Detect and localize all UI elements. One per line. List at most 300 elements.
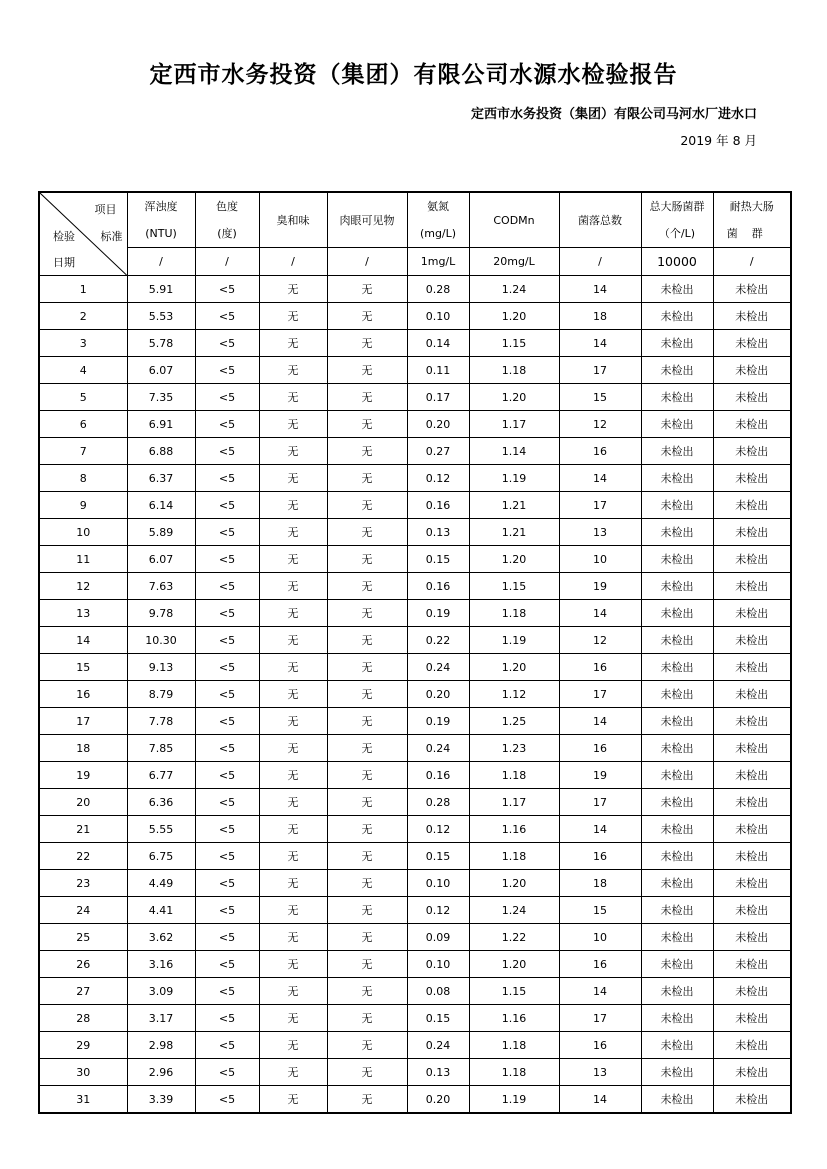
cell-colony-count: 13 [559, 519, 641, 546]
cell-odor: 无 [259, 708, 327, 735]
cell-visible-matter: 无 [327, 465, 407, 492]
cell-thermotolerant-coliform: 未检出 [713, 330, 791, 357]
cell-total-coliform: 未检出 [641, 276, 713, 303]
cell-ammonia: 0.19 [407, 600, 469, 627]
cell-turbidity: 9.13 [127, 654, 195, 681]
cell-day: 8 [39, 465, 127, 492]
cell-thermotolerant-coliform: 未检出 [713, 384, 791, 411]
cell-day: 17 [39, 708, 127, 735]
table-row [39, 735, 791, 762]
cell-odor: 无 [259, 465, 327, 492]
cell-ammonia: 0.17 [407, 384, 469, 411]
cell-odor: 无 [259, 789, 327, 816]
cell-codmn: 1.15 [469, 573, 559, 600]
cell-turbidity: 6.14 [127, 492, 195, 519]
cell-odor: 无 [259, 735, 327, 762]
header-odor: 臭和味 [259, 192, 327, 248]
cell-odor: 无 [259, 492, 327, 519]
cell-ammonia: 0.22 [407, 627, 469, 654]
cell-color: <5 [195, 411, 259, 438]
corner-inspect-label: 检验 [53, 230, 75, 243]
table-row [39, 546, 791, 573]
cell-ammonia: 0.12 [407, 816, 469, 843]
cell-visible-matter: 无 [327, 411, 407, 438]
cell-codmn: 1.19 [469, 627, 559, 654]
inspection-table [38, 191, 792, 1114]
table-row [39, 762, 791, 789]
cell-color: <5 [195, 762, 259, 789]
cell-thermotolerant-coliform: 未检出 [713, 627, 791, 654]
cell-color: <5 [195, 303, 259, 330]
cell-total-coliform: 未检出 [641, 384, 713, 411]
cell-day: 29 [39, 1032, 127, 1059]
cell-turbidity: 6.07 [127, 357, 195, 384]
cell-codmn: 1.18 [469, 1032, 559, 1059]
cell-ammonia: 0.15 [407, 843, 469, 870]
table-row [39, 816, 791, 843]
cell-turbidity: 6.37 [127, 465, 195, 492]
cell-ammonia: 0.10 [407, 870, 469, 897]
cell-turbidity: 2.98 [127, 1032, 195, 1059]
cell-thermotolerant-coliform: 未检出 [713, 276, 791, 303]
cell-turbidity: 3.09 [127, 978, 195, 1005]
cell-turbidity: 3.16 [127, 951, 195, 978]
cell-color: <5 [195, 546, 259, 573]
cell-total-coliform: 未检出 [641, 681, 713, 708]
cell-visible-matter: 无 [327, 519, 407, 546]
cell-thermotolerant-coliform: 未检出 [713, 897, 791, 924]
cell-day: 6 [39, 411, 127, 438]
cell-color: <5 [195, 816, 259, 843]
cell-turbidity: 7.63 [127, 573, 195, 600]
cell-thermotolerant-coliform: 未检出 [713, 1086, 791, 1114]
cell-total-coliform: 未检出 [641, 1059, 713, 1086]
cell-day: 3 [39, 330, 127, 357]
cell-day: 11 [39, 546, 127, 573]
cell-thermotolerant-coliform: 未检出 [713, 870, 791, 897]
cell-total-coliform: 未检出 [641, 843, 713, 870]
cell-colony-count: 14 [559, 978, 641, 1005]
table-row [39, 465, 791, 492]
cell-color: <5 [195, 384, 259, 411]
cell-codmn: 1.16 [469, 816, 559, 843]
table-row [39, 708, 791, 735]
report-date: 2019 年 8 月 [680, 133, 757, 148]
cell-total-coliform: 未检出 [641, 654, 713, 681]
cell-thermotolerant-coliform: 未检出 [713, 1032, 791, 1059]
cell-day: 15 [39, 654, 127, 681]
cell-visible-matter: 无 [327, 384, 407, 411]
cell-color: <5 [195, 924, 259, 951]
cell-ammonia: 0.11 [407, 357, 469, 384]
cell-visible-matter: 无 [327, 1086, 407, 1114]
cell-thermotolerant-coliform: 未检出 [713, 411, 791, 438]
cell-color: <5 [195, 735, 259, 762]
cell-total-coliform: 未检出 [641, 492, 713, 519]
table-row [39, 330, 791, 357]
table-row [39, 681, 791, 708]
cell-day: 21 [39, 816, 127, 843]
cell-day: 14 [39, 627, 127, 654]
table-row [39, 357, 791, 384]
cell-colony-count: 14 [559, 330, 641, 357]
cell-day: 23 [39, 870, 127, 897]
cell-colony-count: 15 [559, 897, 641, 924]
cell-colony-count: 12 [559, 627, 641, 654]
cell-color: <5 [195, 276, 259, 303]
cell-visible-matter: 无 [327, 762, 407, 789]
table-row [39, 600, 791, 627]
cell-turbidity: 7.78 [127, 708, 195, 735]
cell-odor: 无 [259, 1032, 327, 1059]
cell-turbidity: 9.78 [127, 600, 195, 627]
table-row [39, 1032, 791, 1059]
cell-codmn: 1.18 [469, 762, 559, 789]
cell-colony-count: 10 [559, 924, 641, 951]
cell-visible-matter: 无 [327, 330, 407, 357]
cell-color: <5 [195, 1086, 259, 1114]
cell-total-coliform: 未检出 [641, 357, 713, 384]
cell-color: <5 [195, 465, 259, 492]
cell-color: <5 [195, 789, 259, 816]
cell-visible-matter: 无 [327, 627, 407, 654]
cell-colony-count: 17 [559, 357, 641, 384]
cell-codmn: 1.19 [469, 465, 559, 492]
cell-day: 30 [39, 1059, 127, 1086]
cell-turbidity: 3.17 [127, 1005, 195, 1032]
cell-odor: 无 [259, 843, 327, 870]
cell-codmn: 1.14 [469, 438, 559, 465]
table-row [39, 411, 791, 438]
cell-total-coliform: 未检出 [641, 951, 713, 978]
cell-colony-count: 17 [559, 681, 641, 708]
cell-colony-count: 14 [559, 1086, 641, 1114]
cell-visible-matter: 无 [327, 600, 407, 627]
cell-thermotolerant-coliform: 未检出 [713, 924, 791, 951]
cell-ammonia: 0.08 [407, 978, 469, 1005]
cell-odor: 无 [259, 600, 327, 627]
table-row [39, 303, 791, 330]
cell-thermotolerant-coliform: 未检出 [713, 1005, 791, 1032]
table-row [39, 276, 791, 303]
cell-odor: 无 [259, 897, 327, 924]
cell-codmn: 1.23 [469, 735, 559, 762]
std-total-coliform: 10000 [641, 248, 713, 276]
cell-odor: 无 [259, 384, 327, 411]
cell-day: 2 [39, 303, 127, 330]
cell-day: 31 [39, 1086, 127, 1114]
cell-turbidity: 6.91 [127, 411, 195, 438]
cell-codmn: 1.21 [469, 519, 559, 546]
cell-turbidity: 6.75 [127, 843, 195, 870]
cell-odor: 无 [259, 1059, 327, 1086]
cell-colony-count: 17 [559, 492, 641, 519]
cell-ammonia: 0.10 [407, 303, 469, 330]
cell-ammonia: 0.24 [407, 735, 469, 762]
cell-thermotolerant-coliform: 未检出 [713, 762, 791, 789]
cell-visible-matter: 无 [327, 276, 407, 303]
cell-odor: 无 [259, 411, 327, 438]
cell-thermotolerant-coliform: 未检出 [713, 843, 791, 870]
cell-thermotolerant-coliform: 未检出 [713, 357, 791, 384]
cell-odor: 无 [259, 816, 327, 843]
cell-thermotolerant-coliform: 未检出 [713, 600, 791, 627]
cell-color: <5 [195, 600, 259, 627]
cell-codmn: 1.20 [469, 951, 559, 978]
std-ammonia: 1mg/L [407, 248, 469, 276]
cell-total-coliform: 未检出 [641, 330, 713, 357]
std-odor: / [259, 248, 327, 276]
std-thermotolerant-coliform: / [713, 248, 791, 276]
std-turbidity: / [127, 248, 195, 276]
cell-ammonia: 0.20 [407, 411, 469, 438]
cell-colony-count: 17 [559, 1005, 641, 1032]
cell-ammonia: 0.13 [407, 1059, 469, 1086]
cell-total-coliform: 未检出 [641, 870, 713, 897]
cell-color: <5 [195, 870, 259, 897]
cell-odor: 无 [259, 870, 327, 897]
cell-odor: 无 [259, 438, 327, 465]
header-row [39, 192, 791, 248]
cell-color: <5 [195, 492, 259, 519]
cell-visible-matter: 无 [327, 816, 407, 843]
table-row [39, 654, 791, 681]
cell-total-coliform: 未检出 [641, 897, 713, 924]
cell-color: <5 [195, 951, 259, 978]
cell-thermotolerant-coliform: 未检出 [713, 573, 791, 600]
cell-colony-count: 19 [559, 762, 641, 789]
cell-day: 1 [39, 276, 127, 303]
cell-thermotolerant-coliform: 未检出 [713, 735, 791, 762]
cell-colony-count: 16 [559, 438, 641, 465]
cell-visible-matter: 无 [327, 357, 407, 384]
cell-colony-count: 19 [559, 573, 641, 600]
table-row [39, 573, 791, 600]
cell-total-coliform: 未检出 [641, 438, 713, 465]
cell-turbidity: 4.41 [127, 897, 195, 924]
table-row [39, 1086, 791, 1114]
cell-visible-matter: 无 [327, 438, 407, 465]
table-row [39, 897, 791, 924]
cell-total-coliform: 未检出 [641, 627, 713, 654]
cell-ammonia: 0.14 [407, 330, 469, 357]
cell-ammonia: 0.19 [407, 708, 469, 735]
cell-visible-matter: 无 [327, 870, 407, 897]
cell-day: 12 [39, 573, 127, 600]
cell-odor: 无 [259, 276, 327, 303]
std-colony-count: / [559, 248, 641, 276]
cell-ammonia: 0.24 [407, 1032, 469, 1059]
header-colony-count: 菌落总数 [559, 192, 641, 248]
cell-day: 22 [39, 843, 127, 870]
cell-total-coliform: 未检出 [641, 1086, 713, 1114]
cell-day: 16 [39, 681, 127, 708]
cell-total-coliform: 未检出 [641, 303, 713, 330]
cell-colony-count: 16 [559, 843, 641, 870]
cell-ammonia: 0.15 [407, 1005, 469, 1032]
cell-total-coliform: 未检出 [641, 546, 713, 573]
cell-day: 5 [39, 384, 127, 411]
report-location: 定西市水务投资（集团）有限公司马河水厂进水口 [470, 107, 757, 122]
cell-odor: 无 [259, 681, 327, 708]
cell-turbidity: 5.89 [127, 519, 195, 546]
cell-ammonia: 0.28 [407, 789, 469, 816]
cell-visible-matter: 无 [327, 735, 407, 762]
cell-turbidity: 6.36 [127, 789, 195, 816]
cell-total-coliform: 未检出 [641, 1032, 713, 1059]
cell-odor: 无 [259, 330, 327, 357]
cell-odor: 无 [259, 573, 327, 600]
table-row [39, 789, 791, 816]
page-title: 定西市水务投资（集团）有限公司水源水检验报告 [149, 62, 678, 88]
header-color: 色度 (度) [195, 192, 259, 248]
table-row [39, 438, 791, 465]
cell-total-coliform: 未检出 [641, 762, 713, 789]
cell-turbidity: 2.96 [127, 1059, 195, 1086]
cell-ammonia: 0.28 [407, 276, 469, 303]
cell-visible-matter: 无 [327, 897, 407, 924]
cell-ammonia: 0.24 [407, 654, 469, 681]
cell-colony-count: 16 [559, 654, 641, 681]
header-turbidity: 浑浊度 (NTU) [127, 192, 195, 248]
cell-codmn: 1.19 [469, 1086, 559, 1114]
cell-turbidity: 7.85 [127, 735, 195, 762]
cell-day: 10 [39, 519, 127, 546]
cell-visible-matter: 无 [327, 1005, 407, 1032]
corner-standard-label: 标准 [100, 230, 123, 243]
corner-item-label: 项目 [94, 203, 117, 216]
cell-ammonia: 0.09 [407, 924, 469, 951]
cell-total-coliform: 未检出 [641, 1005, 713, 1032]
cell-color: <5 [195, 330, 259, 357]
cell-turbidity: 5.78 [127, 330, 195, 357]
cell-color: <5 [195, 843, 259, 870]
cell-turbidity: 5.53 [127, 303, 195, 330]
cell-ammonia: 0.13 [407, 519, 469, 546]
cell-day: 27 [39, 978, 127, 1005]
header-total-coliform: 总大肠菌群 （个/L) [641, 192, 713, 248]
table-row [39, 843, 791, 870]
cell-color: <5 [195, 897, 259, 924]
cell-thermotolerant-coliform: 未检出 [713, 816, 791, 843]
cell-colony-count: 14 [559, 465, 641, 492]
cell-thermotolerant-coliform: 未检出 [713, 951, 791, 978]
cell-visible-matter: 无 [327, 573, 407, 600]
cell-total-coliform: 未检出 [641, 519, 713, 546]
cell-ammonia: 0.12 [407, 465, 469, 492]
table-row [39, 951, 791, 978]
cell-odor: 无 [259, 1005, 327, 1032]
cell-codmn: 1.20 [469, 384, 559, 411]
cell-day: 19 [39, 762, 127, 789]
cell-codmn: 1.24 [469, 276, 559, 303]
cell-thermotolerant-coliform: 未检出 [713, 681, 791, 708]
cell-visible-matter: 无 [327, 681, 407, 708]
cell-colony-count: 16 [559, 1032, 641, 1059]
cell-visible-matter: 无 [327, 546, 407, 573]
header-codmn: CODMn [469, 192, 559, 248]
cell-codmn: 1.20 [469, 303, 559, 330]
cell-colony-count: 14 [559, 600, 641, 627]
cell-codmn: 1.20 [469, 546, 559, 573]
cell-visible-matter: 无 [327, 492, 407, 519]
cell-thermotolerant-coliform: 未检出 [713, 465, 791, 492]
table-body [39, 276, 791, 1114]
cell-codmn: 1.20 [469, 654, 559, 681]
cell-colony-count: 14 [559, 276, 641, 303]
cell-visible-matter: 无 [327, 789, 407, 816]
cell-visible-matter: 无 [327, 1059, 407, 1086]
cell-ammonia: 0.10 [407, 951, 469, 978]
cell-codmn: 1.20 [469, 870, 559, 897]
cell-codmn: 1.16 [469, 1005, 559, 1032]
cell-total-coliform: 未检出 [641, 411, 713, 438]
cell-turbidity: 10.30 [127, 627, 195, 654]
cell-colony-count: 10 [559, 546, 641, 573]
cell-colony-count: 12 [559, 411, 641, 438]
cell-odor: 无 [259, 924, 327, 951]
cell-total-coliform: 未检出 [641, 924, 713, 951]
cell-total-coliform: 未检出 [641, 816, 713, 843]
cell-turbidity: 6.07 [127, 546, 195, 573]
cell-odor: 无 [259, 303, 327, 330]
cell-codmn: 1.15 [469, 978, 559, 1005]
cell-visible-matter: 无 [327, 303, 407, 330]
cell-colony-count: 14 [559, 816, 641, 843]
cell-turbidity: 4.49 [127, 870, 195, 897]
cell-turbidity: 5.91 [127, 276, 195, 303]
table-row [39, 384, 791, 411]
cell-turbidity: 7.35 [127, 384, 195, 411]
table-row [39, 492, 791, 519]
cell-codmn: 1.18 [469, 1059, 559, 1086]
cell-odor: 无 [259, 627, 327, 654]
cell-turbidity: 6.77 [127, 762, 195, 789]
cell-color: <5 [195, 681, 259, 708]
cell-codmn: 1.22 [469, 924, 559, 951]
cell-color: <5 [195, 627, 259, 654]
cell-visible-matter: 无 [327, 924, 407, 951]
cell-colony-count: 13 [559, 1059, 641, 1086]
cell-thermotolerant-coliform: 未检出 [713, 492, 791, 519]
cell-color: <5 [195, 1005, 259, 1032]
cell-ammonia: 0.12 [407, 897, 469, 924]
cell-turbidity: 6.88 [127, 438, 195, 465]
cell-thermotolerant-coliform: 未检出 [713, 708, 791, 735]
cell-colony-count: 16 [559, 735, 641, 762]
cell-color: <5 [195, 708, 259, 735]
cell-codmn: 1.18 [469, 843, 559, 870]
cell-thermotolerant-coliform: 未检出 [713, 654, 791, 681]
cell-thermotolerant-coliform: 未检出 [713, 519, 791, 546]
cell-color: <5 [195, 438, 259, 465]
cell-total-coliform: 未检出 [641, 708, 713, 735]
cell-day: 18 [39, 735, 127, 762]
cell-total-coliform: 未检出 [641, 978, 713, 1005]
cell-odor: 无 [259, 654, 327, 681]
cell-visible-matter: 无 [327, 1032, 407, 1059]
cell-thermotolerant-coliform: 未检出 [713, 978, 791, 1005]
cell-total-coliform: 未检出 [641, 573, 713, 600]
table-row [39, 1059, 791, 1086]
cell-turbidity: 3.39 [127, 1086, 195, 1114]
cell-thermotolerant-coliform: 未检出 [713, 1059, 791, 1086]
cell-codmn: 1.24 [469, 897, 559, 924]
standard-row [39, 248, 791, 276]
cell-day: 13 [39, 600, 127, 627]
cell-ammonia: 0.16 [407, 492, 469, 519]
table-row [39, 924, 791, 951]
